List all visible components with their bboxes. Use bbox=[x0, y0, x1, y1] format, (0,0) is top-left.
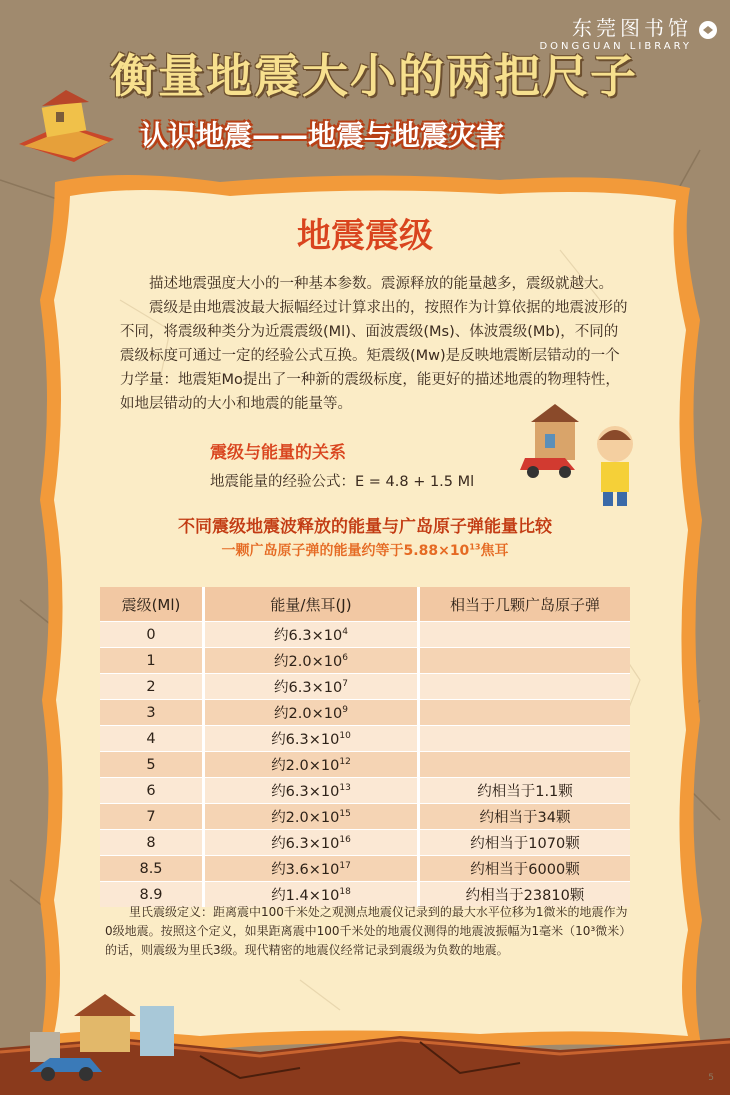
cell-bombs: 约相当于1.1颗 bbox=[419, 778, 631, 804]
cell-magnitude: 4 bbox=[100, 726, 204, 752]
cell-bombs bbox=[419, 648, 631, 674]
energy-base: 约2.0×10 bbox=[274, 654, 343, 670]
energy-exponent: 15 bbox=[339, 809, 351, 820]
cell-bombs: 约相当于34颗 bbox=[419, 804, 631, 830]
cell-magnitude: 0 bbox=[100, 622, 204, 648]
table-body bbox=[100, 622, 630, 908]
header-bombs: 相当于几颗广岛原子弹 bbox=[419, 587, 631, 622]
table-row bbox=[100, 830, 630, 856]
energy-exponent: 16 bbox=[339, 835, 351, 846]
energy-base: 约2.0×10 bbox=[274, 706, 343, 722]
cell-magnitude: 8.5 bbox=[100, 856, 204, 882]
energy-exponent: 10 bbox=[339, 731, 351, 742]
energy-table bbox=[100, 587, 630, 907]
energy-base: 约6.3×10 bbox=[271, 836, 340, 852]
library-name-cn: 东莞图书馆 bbox=[572, 16, 692, 40]
cell-energy bbox=[204, 778, 419, 804]
cell-energy bbox=[204, 856, 419, 882]
energy-base: 约6.3×10 bbox=[271, 784, 340, 800]
intro-paragraph-2: 震级是由地震波最大振幅经过计算求出的，按照作为计算依据的地震波形的不同，将震级种类分为近震震级(Ml)、面波震级(Ms)、体波震级(Mb)，不同的震级标度可通过一定的经验公式互换。矩震级(Mw)是反映地震断层错动的一个力学量：地震矩Mo提出了一种新的震级标度，能更好的描述地震的物理特性，如地层错动的大小和地震的能量等。 bbox=[120, 300, 628, 412]
cell-energy bbox=[204, 622, 419, 648]
energy-exponent: 7 bbox=[342, 679, 348, 690]
page-number: 5 bbox=[708, 1073, 714, 1083]
richter-definition-note bbox=[105, 903, 635, 960]
cell-bombs bbox=[419, 622, 631, 648]
cell-energy bbox=[204, 804, 419, 830]
energy-exponent: 12 bbox=[339, 757, 351, 768]
energy-base: 约6.3×10 bbox=[271, 732, 340, 748]
energy-exponent: 17 bbox=[339, 861, 351, 872]
energy-exponent: 13 bbox=[339, 783, 351, 794]
cell-bombs bbox=[419, 700, 631, 726]
library-name-en: DONGGUAN LIBRARY bbox=[539, 41, 692, 52]
cell-magnitude: 7 bbox=[100, 804, 204, 830]
energy-exponent: 9 bbox=[342, 705, 348, 716]
damaged-buildings-illustration bbox=[10, 992, 210, 1092]
cell-bombs: 约相当于23810颗 bbox=[419, 882, 631, 908]
intro-text bbox=[120, 272, 630, 416]
energy-exponent: 18 bbox=[339, 887, 351, 898]
header-energy: 能量/焦耳(J) bbox=[204, 587, 419, 622]
cell-bombs bbox=[419, 674, 631, 700]
energy-base: 约3.6×10 bbox=[271, 862, 340, 878]
comparison-subheading-prefix: 一颗广岛原子弹的能量约等于5.88×10 bbox=[221, 543, 470, 559]
energy-base: 约6.3×10 bbox=[274, 680, 343, 696]
table-header-row bbox=[100, 587, 630, 622]
comparison-subheading-suffix: 焦耳 bbox=[480, 543, 509, 559]
energy-exponent: 6 bbox=[342, 653, 348, 664]
cell-magnitude: 6 bbox=[100, 778, 204, 804]
cell-energy bbox=[204, 726, 419, 752]
cell-energy bbox=[204, 648, 419, 674]
boy-and-car-illustration bbox=[515, 400, 645, 510]
cell-energy bbox=[204, 674, 419, 700]
cell-magnitude: 5 bbox=[100, 752, 204, 778]
energy-base: 约2.0×10 bbox=[271, 810, 340, 826]
table-row bbox=[100, 726, 630, 752]
table-row bbox=[100, 856, 630, 882]
cell-energy bbox=[204, 830, 419, 856]
cell-bombs: 约相当于6000颗 bbox=[419, 856, 631, 882]
comparison-subheading-exponent: 13 bbox=[469, 542, 481, 552]
cell-magnitude: 1 bbox=[100, 648, 204, 674]
footnote-text: 里氏震级定义：距离震中100千米处之观测点地震仪记录到的最大水平位移为1微米的地震作为0级地震。按照这个定义，如果距离震中100千米处的地震仪测得的地震波振幅为1毫米（10³微米）的话，则震级为里氏3级。现代精密的地震仪经常记录到震级为负数的地震。 bbox=[105, 905, 632, 957]
table-row bbox=[100, 674, 630, 700]
main-title: 衡量地震大小的两把尺子 bbox=[110, 49, 638, 103]
energy-base: 约2.0×10 bbox=[271, 758, 340, 774]
intro-paragraph-1: 描述地震强度大小的一种基本参数。震源释放的能量越多，震级就越大。 bbox=[149, 276, 613, 292]
cell-magnitude: 2 bbox=[100, 674, 204, 700]
cell-magnitude: 3 bbox=[100, 700, 204, 726]
table-row bbox=[100, 778, 630, 804]
energy-base: 约1.4×10 bbox=[271, 888, 340, 904]
energy-base: 约6.3×10 bbox=[274, 628, 343, 644]
table-row bbox=[100, 648, 630, 674]
cell-bombs: 约相当于1070颗 bbox=[419, 830, 631, 856]
energy-exponent: 4 bbox=[342, 627, 348, 638]
comparison-heading: 不同震级地震波释放的能量与广岛原子弹能量比较 bbox=[178, 517, 552, 537]
table-row bbox=[100, 752, 630, 778]
cell-energy bbox=[204, 752, 419, 778]
section-title: 地震震级 bbox=[297, 216, 433, 256]
cell-energy bbox=[204, 700, 419, 726]
energy-relation-heading: 震级与能量的关系 bbox=[210, 443, 346, 463]
cell-bombs bbox=[419, 726, 631, 752]
table-row bbox=[100, 700, 630, 726]
header-magnitude: 震级(Ml) bbox=[100, 587, 204, 622]
table-row bbox=[100, 804, 630, 830]
comparison-subheading bbox=[0, 540, 730, 560]
table-row bbox=[100, 622, 630, 648]
energy-formula: 地震能量的经验公式：E = 4.8 + 1.5 Ml bbox=[210, 474, 475, 490]
cell-magnitude: 8.9 bbox=[100, 882, 204, 908]
sub-title: 认识地震——地震与地震灾害 bbox=[140, 119, 505, 152]
cell-bombs bbox=[419, 752, 631, 778]
cell-magnitude: 8 bbox=[100, 830, 204, 856]
